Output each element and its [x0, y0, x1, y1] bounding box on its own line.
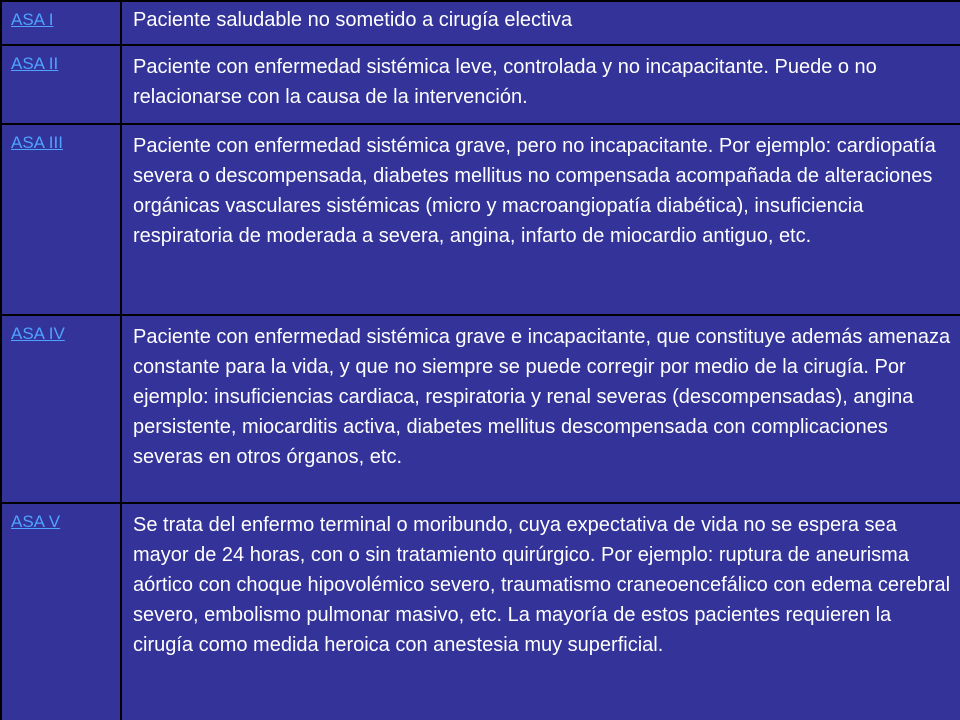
asa-3-description: Paciente con enfermedad sistémica grave, pero no incapacitante. Por ejemplo: cardiopatía severa o descompensada, diabetes mellitus no compensada acompañada de alteraciones orgánicas vasculares sistémicas (micro y macroangiopatía diabética), insuficiencia respiratoria de moderada a severa, angina, infarto de miocardio antiguo, etc.	[133, 135, 936, 247]
table-row-asa-5	[1, 503, 960, 720]
asa-2-link[interactable]: ASA II	[11, 54, 59, 73]
asa-4-link[interactable]: ASA IV	[11, 324, 65, 343]
description-cell	[121, 45, 960, 124]
table-row-asa-1	[1, 1, 960, 45]
asa-3-link[interactable]: ASA III	[11, 133, 63, 152]
table-row-asa-3	[1, 124, 960, 315]
table-row-asa-4	[1, 315, 960, 503]
table-row-asa-2	[1, 45, 960, 124]
asa-2-description: Paciente con enfermedad sistémica leve, controlada y no incapacitante. Puede o no relacionarse con la causa de la intervención.	[133, 56, 877, 108]
description-cell	[121, 503, 960, 720]
class-cell	[1, 503, 121, 720]
class-cell	[1, 45, 121, 124]
description-cell	[121, 315, 960, 503]
class-cell	[1, 1, 121, 45]
asa-1-link[interactable]: ASA I	[11, 10, 54, 29]
class-cell	[1, 124, 121, 315]
asa-1-description: Paciente saludable no sometido a cirugía electiva	[133, 9, 573, 31]
asa-5-description: Se trata del enfermo terminal o moribundo, cuya expectativa de vida no se espera sea mayor de 24 horas, con o sin tratamiento quirúrgico. Por ejemplo: ruptura de aneurisma aórtico con choque hipovolémico severo, traumatismo craneoencefálico con edema cerebral severo, embolismo pulmonar masivo, etc. La mayoría de estos pacientes requieren la cirugía como medida heroica con anestesia muy superficial.	[133, 514, 951, 656]
asa-4-description: Paciente con enfermedad sistémica grave e incapacitante, que constituye además amenaza constante para la vida, y que no siempre se puede corregir por medio de la cirugía. Por ejemplo: insuficiencias cardiaca, respiratoria y renal severas (descompensadas), angina persistente, miocarditis activa, diabetes mellitus descompensada con complicaciones severas en otros órganos, etc.	[133, 326, 951, 468]
class-cell	[1, 315, 121, 503]
asa-5-link[interactable]: ASA V	[11, 512, 61, 531]
description-cell	[121, 124, 960, 315]
description-cell	[121, 1, 960, 45]
